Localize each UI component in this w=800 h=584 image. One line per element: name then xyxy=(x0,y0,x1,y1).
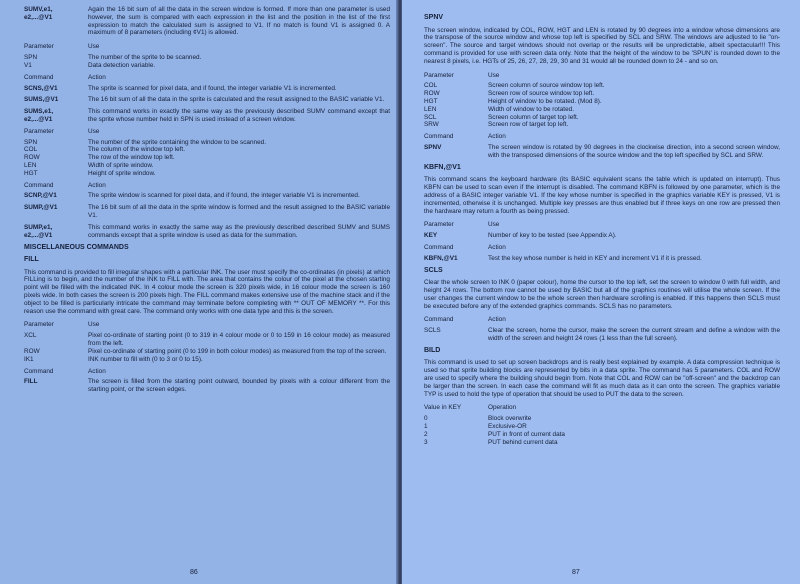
spnv-description: The screen window, indicated by COL, ROW, HGT and LEN is rotated by 90 degrees into a window whose dimensions are the transpose of the source window and whose top left is specified by SCL and SRW. The windows are adjusted to lie "on-screen". The source and target windows should not overlap or the results will be unpredictable, albeit spectacular!!! This command is provided for use with screen data only. Note that the height of the window to be 'SPUN' is rounded down to the nearest 8 pixels, i.e. HGTs of 25, 26, 27, 28, 29, 30 and 31 would all be rounded down to 24 - and so on. xyxy=(424,26,780,65)
cmd-table-1 xyxy=(24,74,390,124)
table-key: SCNS,@V1 xyxy=(24,84,58,92)
table-key: FILL xyxy=(24,378,38,386)
table-row xyxy=(424,82,780,90)
column-header: Use xyxy=(488,71,500,79)
table-row xyxy=(424,144,780,160)
table-value: The sprite is scanned for pixel data, and if found, the integer variable V1 is incremented. xyxy=(88,84,337,92)
table-value: Block overwrite xyxy=(488,415,532,423)
scls-description: Clear the whole screen to INK 0 (paper colour), home the cursor to the top left, set the screen to window 0 with full width, and height 24 rows. The bottom row cannot be used by BASIC but all of the graphics routines will utilise the whole screen. If the user changes the current window to be the whole screen then hardware scrolling is enabled. If this happens then SCLS must be executed before any of the extended graphics commands. SCLS has no parameters. xyxy=(424,279,780,310)
table-key: SCLS xyxy=(424,327,441,335)
table-row xyxy=(24,192,390,200)
table-row xyxy=(24,332,390,348)
sumv-entry xyxy=(24,6,390,37)
table-key: V1 xyxy=(24,61,32,69)
table-key: SPN xyxy=(24,138,38,146)
table-value: The 16 bit sum of all the data in the sprite is calculated and the result assigned to the BASIC variable V1. xyxy=(88,96,385,104)
table-key: XCL xyxy=(24,332,37,340)
table-header xyxy=(424,316,780,324)
table-value: The number of the sprite containing the window to be scanned. xyxy=(88,138,266,146)
column-header: Command xyxy=(424,133,454,141)
table-value: Data detection variable. xyxy=(88,61,156,69)
table-key: COL xyxy=(424,82,438,90)
table-value: Height of sprite window. xyxy=(88,169,156,177)
table-row xyxy=(24,348,390,356)
param-table-2 xyxy=(424,221,780,240)
table-value: PUT behind current data xyxy=(488,438,558,446)
table-row xyxy=(24,224,390,240)
table-header xyxy=(24,368,390,376)
table-value: The sprite window is scanned for pixel data, and if found, the integer variable V1 is incremented. xyxy=(88,192,360,200)
column-header: Parameter xyxy=(24,43,54,51)
column-header: Command xyxy=(24,181,54,189)
cmd-table-3 xyxy=(24,368,390,394)
table-value: The column of the window top left. xyxy=(88,146,185,154)
table-value: This command works in exactly the same way as the previously described described SUMV and SUMS commands except that a sprite window is used as data for the summation. xyxy=(88,223,390,239)
table-value: Width of window to be rotated. xyxy=(488,105,574,113)
column-header: Use xyxy=(88,127,100,135)
table-value: The row of the window top left. xyxy=(88,154,175,162)
table-row xyxy=(424,232,780,240)
right-page xyxy=(402,0,800,584)
table-value: Pixel co-ordinate of starting point (0 to 199 in both colour modes) as measured from the top of the screen. xyxy=(88,347,387,355)
bild-description: This command is used to set up screen backdrops and is really best explained by example. A data compression technique is used so that sprite building blocks are represented by bits in a data sprite. The command has 5 parameters. COL and ROW are used to specify where the building should begin from. Note that COL and ROW can be "off-screen" and the backdrop can be larger than the screen. In each case the command will fit as much data as it can onto the screen. The graphics variable TYP is used to hold the type of operation that should be used to PUT the data to the screen. xyxy=(424,359,780,398)
table-value: The screen is filled from the starting point outward, bounded by pixels with a colour different from the starting point, or the screen edges. xyxy=(88,378,390,394)
table-value: Pixel co-ordinate of starting point (0 to 319 in 4 colour mode or 0 to 159 in 16 colour mode) as measured from the left. xyxy=(88,332,390,348)
table-row xyxy=(24,378,390,394)
column-header: Parameter xyxy=(24,321,54,329)
table-key: LEN xyxy=(424,105,437,113)
column-header: Action xyxy=(488,133,506,141)
column-header: Command xyxy=(24,73,54,81)
table-header xyxy=(24,43,390,51)
table-key: IK1 xyxy=(24,355,34,363)
param-table-2 xyxy=(24,128,390,178)
table-key: 2 xyxy=(424,430,428,438)
cmd-table-2 xyxy=(24,182,390,240)
table-key: KEY xyxy=(424,232,438,240)
table-value: Clear the screen, home the cursor, make the screen the current stream and define a window with the width of the screen and height 24 rows (1 less than the full screen). xyxy=(488,327,780,342)
table-row xyxy=(424,98,780,106)
table-key: ROW xyxy=(424,90,440,98)
column-header: Action xyxy=(88,73,106,81)
table-header xyxy=(424,72,780,80)
table-row xyxy=(24,62,390,70)
scls-heading: SCLS xyxy=(424,266,443,274)
table-key: KBFN,@V1 xyxy=(424,254,458,262)
table-value: Test the key whose number is held in KEY and increment V1 if it is pressed. xyxy=(488,254,702,262)
cmd-table-2 xyxy=(424,244,780,263)
table-value: Screen column of source window top left. xyxy=(488,82,605,90)
table-key: LEN xyxy=(24,162,37,169)
table-key: HGT xyxy=(424,98,438,106)
bild-heading: BILD xyxy=(424,346,441,354)
table-key: SPN xyxy=(24,54,38,62)
table-key: SCL xyxy=(424,113,437,121)
column-header: Parameter xyxy=(424,71,454,79)
table-header xyxy=(424,244,780,252)
table-row xyxy=(24,162,390,170)
table-key: SCNP,@V1 xyxy=(24,192,57,200)
table-row xyxy=(424,114,780,122)
spnv-heading: SPNV xyxy=(424,14,444,21)
table-value: Height of window to be rotated. (Mod 8). xyxy=(488,98,602,106)
table-key: 0 xyxy=(424,415,428,423)
table-row xyxy=(424,255,780,263)
table-row xyxy=(24,108,390,124)
table-row xyxy=(424,439,780,447)
column-header: Action xyxy=(488,316,506,324)
table-value: Width of sprite window. xyxy=(88,162,154,169)
table-row xyxy=(24,85,390,93)
table-header xyxy=(424,221,780,229)
column-header: Use xyxy=(88,43,100,51)
table-key: COL xyxy=(24,146,38,154)
kbfn-heading: KBFN,@V1 xyxy=(424,163,461,171)
page-number: 87 xyxy=(572,569,580,577)
table-value: Screen row of target top left. xyxy=(488,121,569,129)
column-header: Command xyxy=(24,367,54,375)
table-value: Exclusive-OR xyxy=(488,423,527,430)
table-row xyxy=(24,154,390,162)
table-value: INK number to fill with (0 to 3 or 0 to 15). xyxy=(88,355,203,363)
table-key: 3 xyxy=(424,438,428,446)
fill-heading: FILL xyxy=(24,256,39,264)
column-header: Action xyxy=(488,243,506,251)
table-header xyxy=(24,182,390,190)
table-value: Screen column of target top left. xyxy=(488,113,579,121)
table-key: SUMS,@V1 xyxy=(24,96,59,104)
cmd-table-1 xyxy=(424,133,780,159)
table-header xyxy=(424,404,780,412)
table-value: Screen row of source window top left. xyxy=(488,90,595,98)
column-header: Parameter xyxy=(424,221,454,229)
column-header: Use xyxy=(88,321,100,329)
key-table xyxy=(424,404,780,446)
section-heading: MISCELLANEOUS COMMANDS xyxy=(24,243,129,251)
column-header: Operation xyxy=(488,404,517,412)
column-header: Parameter xyxy=(24,127,54,135)
column-header: Value in KEY xyxy=(424,404,462,412)
table-row xyxy=(24,356,390,364)
table-key: SUMP,e1, e2,...@V1 xyxy=(24,223,53,239)
table-row xyxy=(24,204,390,220)
column-header: Command xyxy=(424,243,454,251)
param-table-1 xyxy=(424,72,780,130)
table-row xyxy=(24,54,390,62)
table-value: PUT in front of current data xyxy=(488,430,565,438)
column-header: Action xyxy=(88,367,106,375)
table-value: The 16 bit sum of all the data in the sprite window is formed and the result assigned to the BASIC variable V1. xyxy=(88,204,390,220)
param-table-1 xyxy=(24,43,390,69)
param-table-3 xyxy=(24,321,390,363)
column-header: Command xyxy=(424,316,454,324)
table-header xyxy=(24,321,390,329)
table-value: Number of key to be tested (see Appendix A). xyxy=(488,232,617,240)
column-header: Use xyxy=(488,221,500,229)
table-header xyxy=(424,133,780,141)
command-description: Again the 16 bit sum of all the data in the screen window is formed. If more than one parameter is used however, the sum is compared with each expression in the list and the position in the list of the first expression to match the calculated sum is assigned to V1. If no match is found V1 is assigned 0. A maximum of 8 parameters (including ¢V1) is allowed. xyxy=(88,6,390,37)
table-row xyxy=(24,96,390,104)
kbfn-description: This command scans the keyboard hardware (its BASIC equivalent scans the table which is updated on interrupt). Thus KBFN can be used to scan even if the interrupt is disabled. The command KBFN is followed by one parameter, which is the address of a BASIC integer variable V1. If the key whose number is specified in the graphics variable KEY is pressed, V1 is incremented, otherwise it is unchanged. Multiple key presses are thus enabled but if three keys on one row are pressed then the hardware may return a fourth as being pressed. xyxy=(424,176,780,215)
page-number: 86 xyxy=(190,569,198,577)
table-value: This command works in exactly the same way as the previously described SUMV command except that the sprite whose number held in SPN is used instead of a screen window. xyxy=(88,108,390,123)
table-row xyxy=(24,139,390,147)
table-row xyxy=(424,423,780,431)
table-key: ROW xyxy=(24,154,40,162)
table-row xyxy=(424,121,780,129)
table-row xyxy=(24,146,390,154)
table-value: The number of the sprite to be scanned. xyxy=(88,54,202,62)
cmd-table-3 xyxy=(424,316,780,342)
left-page xyxy=(0,0,398,584)
table-header xyxy=(24,128,390,136)
table-key: SUMP,@V1 xyxy=(24,204,58,212)
fill-description: This command is provided to fill irregular shapes with a particular INK. The user must specify the co-ordinates (in pixels) at which FILLing is to begin, and the number of the INK to FILL with. The area that contains the colour of the pixel at the chosen starting point will be filled with the indicated INK. In 4 colour mode the screen is 320 pixels wide, in 16 colour mode the screen is 160 pixels wide. In both cases the screen is 200 pixels high. The FILL command makes extensive use of the machine stack and if the object to be filled is particularly intricate the command may terminate before completing with ** OUT OF MEMORY **. For this reason use the command with great care. The command only works with one data type and this is the screen. xyxy=(24,268,390,315)
table-row xyxy=(424,106,780,114)
table-row xyxy=(424,90,780,98)
column-header: Action xyxy=(88,181,106,189)
table-row xyxy=(424,327,780,343)
table-row xyxy=(424,415,780,423)
command-name: SUMV,e1, e2,...@V1 xyxy=(24,6,53,21)
table-row xyxy=(24,170,390,178)
table-key: SUMS,e1, e2,...@V1 xyxy=(24,108,54,123)
table-header xyxy=(24,74,390,82)
table-key: HGT xyxy=(24,169,38,177)
table-row xyxy=(424,431,780,439)
table-key: SRW xyxy=(424,121,439,129)
table-value: The screen window is rotated by 90 degrees in the clockwise direction, into a second screen window, with the transposed dimensions of the source window and the top left specified by SCL and SRW. xyxy=(488,144,780,159)
table-key: ROW xyxy=(24,347,40,355)
table-key: SPNV xyxy=(424,144,442,152)
table-key: 1 xyxy=(424,423,428,430)
